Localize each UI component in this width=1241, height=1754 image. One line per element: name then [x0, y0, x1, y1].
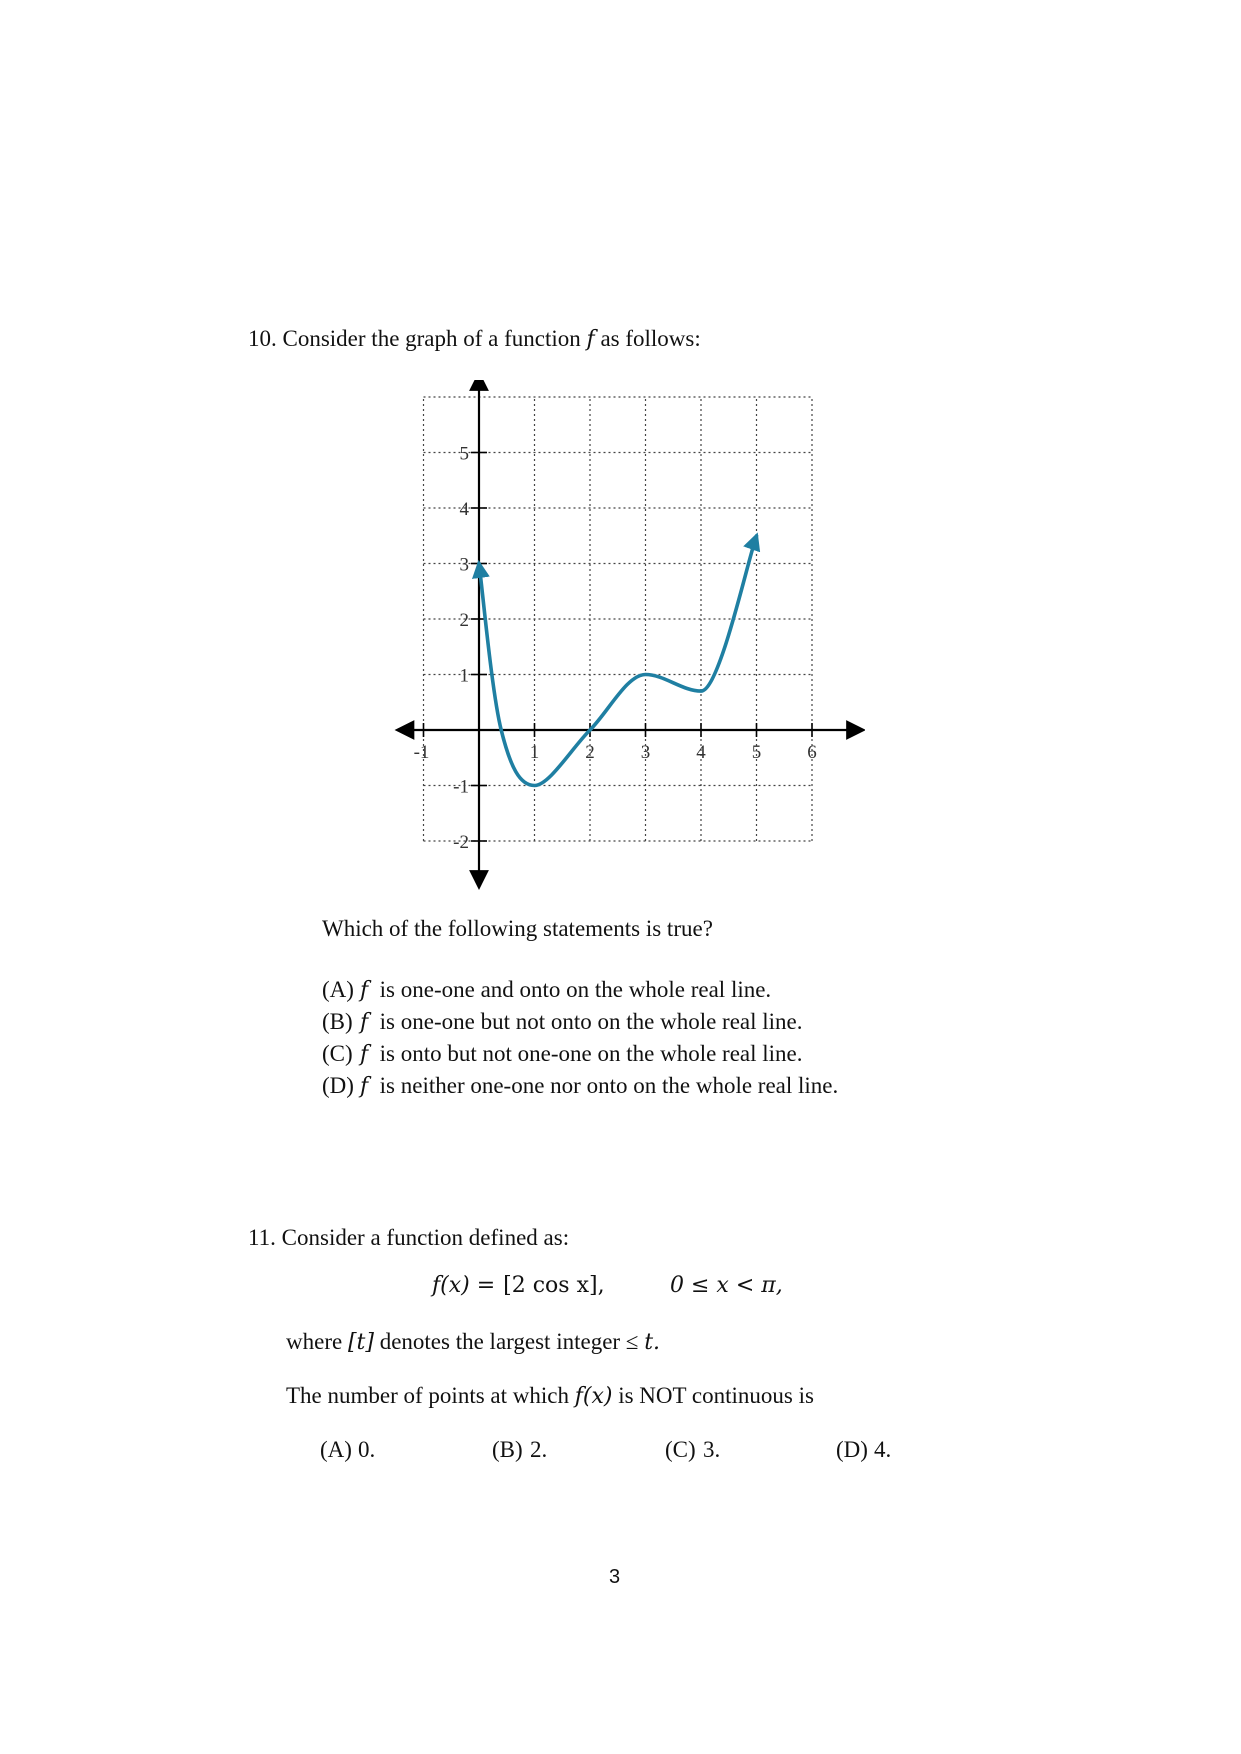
series-curves — [479, 536, 757, 786]
x-tick-label: 1 — [529, 742, 540, 763]
q10-f-symbol: f — [586, 327, 595, 352]
q10-option-c[interactable] — [322, 1040, 838, 1072]
q11-domain — [670, 1273, 783, 1298]
where-before: where — [286, 1329, 343, 1354]
q11-option-c[interactable] — [665, 1436, 720, 1464]
option-label: (D) — [322, 1073, 354, 1098]
x-tick-labels — [414, 742, 817, 763]
y-tick-label: -2 — [453, 832, 469, 853]
option-var: f — [360, 1074, 369, 1099]
question-after: is NOT continuous is — [618, 1383, 814, 1408]
x-tick-label: 2 — [585, 742, 595, 763]
y-tick-label: 4 — [459, 499, 469, 520]
y-tick-label: 5 — [459, 443, 469, 465]
function-graph — [385, 380, 865, 890]
where-after: denotes the largest integer ≤ — [379, 1329, 639, 1354]
q10-option-b[interactable] — [322, 1008, 838, 1040]
page-number: 3 — [609, 1566, 621, 1588]
option-text: is one-one and onto on the whole real line. — [379, 977, 772, 1002]
question-func: f(x) — [574, 1384, 613, 1409]
option-value: 4. — [874, 1437, 892, 1462]
question-before: The number of points at which — [286, 1383, 569, 1408]
x-tick-label: 6 — [807, 742, 817, 763]
q10-stem-before: Consider the graph of a function — [282, 326, 581, 351]
q11-number: 11. — [248, 1225, 276, 1250]
option-label: (C) — [665, 1437, 696, 1462]
option-var: f — [360, 1042, 369, 1067]
x-tick-label: -1 — [413, 742, 430, 763]
formula-rhs: [2 cos x], — [503, 1273, 605, 1298]
q10-option-a[interactable] — [322, 976, 838, 1008]
y-tick-labels — [453, 444, 469, 854]
formula-domain: 0 ≤ x < π, — [670, 1273, 783, 1298]
option-var: f — [360, 978, 369, 1003]
option-label: (B) — [492, 1437, 523, 1462]
q10-number: 10. — [248, 326, 277, 351]
option-label: (B) — [322, 1009, 353, 1034]
q10-prompt: Which of the following statements is true? — [322, 916, 713, 941]
x-tick-label: 5 — [751, 742, 762, 763]
option-var: f — [360, 1010, 369, 1035]
where-bracket: [t] — [347, 1330, 374, 1355]
option-label: (C) — [322, 1041, 353, 1066]
q11-where — [286, 1328, 660, 1357]
x-tick-label: 4 — [696, 742, 706, 763]
q11-option-a[interactable] — [320, 1436, 375, 1464]
y-tick-label: 3 — [459, 554, 469, 576]
q11-formula — [432, 1273, 605, 1298]
option-value: 3. — [703, 1437, 721, 1462]
option-text: is one-one but not onto on the whole real line. — [379, 1009, 803, 1034]
q11-question — [286, 1382, 814, 1411]
q11-option-b[interactable] — [492, 1436, 547, 1464]
q11-option-d[interactable] — [836, 1436, 891, 1464]
option-value: 2. — [530, 1437, 548, 1462]
option-label: (D) — [836, 1437, 868, 1462]
tick-marks — [424, 453, 813, 842]
option-value: 0. — [358, 1437, 376, 1462]
y-tick-label: -1 — [453, 776, 469, 798]
option-text: is onto but not one-one on the whole real line. — [379, 1041, 803, 1066]
y-tick-label: 2 — [459, 610, 469, 631]
q10-options — [322, 976, 838, 1104]
option-label: (A) — [320, 1437, 352, 1462]
x-tick-label: 3 — [640, 742, 651, 763]
q11-stem — [248, 1224, 569, 1252]
q10-stem — [248, 325, 701, 354]
where-var: t. — [644, 1330, 661, 1355]
series-line-f — [479, 536, 757, 786]
option-text: is neither one-one nor onto on the whole real line. — [379, 1073, 839, 1098]
q10-stem-after: as follows: — [600, 326, 701, 351]
option-label: (A) — [322, 977, 354, 1002]
q11-stem-text: Consider a function defined as: — [281, 1225, 570, 1250]
formula-lhs: f(x) = — [432, 1273, 496, 1298]
y-tick-label: 1 — [459, 665, 469, 687]
q10-option-d[interactable] — [322, 1072, 838, 1104]
